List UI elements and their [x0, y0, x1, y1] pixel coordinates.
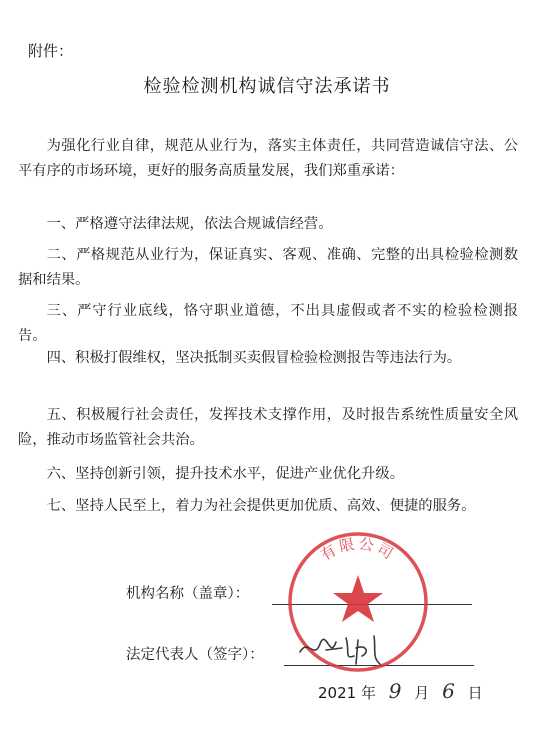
- date-month-handwritten: 9: [388, 679, 402, 703]
- date-month-unit: 月: [414, 684, 430, 702]
- commitment-item: 五、积极履行社会责任，发挥技术支撑作用，及时报告系统性质量安全风险，推动市场监管社会共治。: [18, 407, 518, 448]
- commitment-item: 七、坚持人民至上，着力为社会提供更加优质、高效、便捷的服务。: [46, 498, 476, 514]
- date-day-handwritten: 6: [442, 679, 455, 703]
- date-year: 2021: [318, 684, 357, 702]
- seal-ring-text: 有限公司: [317, 534, 399, 565]
- document-title: 检验检测机构诚信守法承诺书: [143, 76, 391, 97]
- seal-star-icon: [333, 575, 383, 622]
- intro-paragraph: 为强化行业自律，规范从业行为，落实主体责任，共同营造诚信守法、公平有序的市场环境，更好的服务高质量发展，我们郑重承诺：: [18, 138, 518, 179]
- commitment-item: 一、严格遵守法律法规，依法合规诚信经营。: [46, 216, 333, 232]
- date-day-unit: 日: [467, 684, 483, 702]
- legal-rep-label: 法定代表人（签字）：: [126, 647, 264, 663]
- commitment-item: 三、严守行业底线，恪守职业道德，不出具虚假或者不实的检验检测报告。: [18, 303, 518, 344]
- attachment-label: 附件：: [28, 42, 74, 60]
- commitment-item: 二、严格规范从业行为，保证真实、客观、准确、完整的出具检验检测数据和结果。: [18, 247, 518, 288]
- handwritten-signature: [296, 630, 396, 670]
- commitment-item: 六、坚持创新引领，提升技术水平，促进产业优化升级。: [46, 466, 405, 482]
- date-year-unit: 年: [360, 684, 376, 702]
- signing-date: [318, 679, 483, 703]
- commitment-item: 四、积极打假维权，坚决抵制买卖假冒检验检测报告等违法行为。: [46, 350, 462, 366]
- org-name-label: 机构名称（盖章）：: [126, 586, 250, 602]
